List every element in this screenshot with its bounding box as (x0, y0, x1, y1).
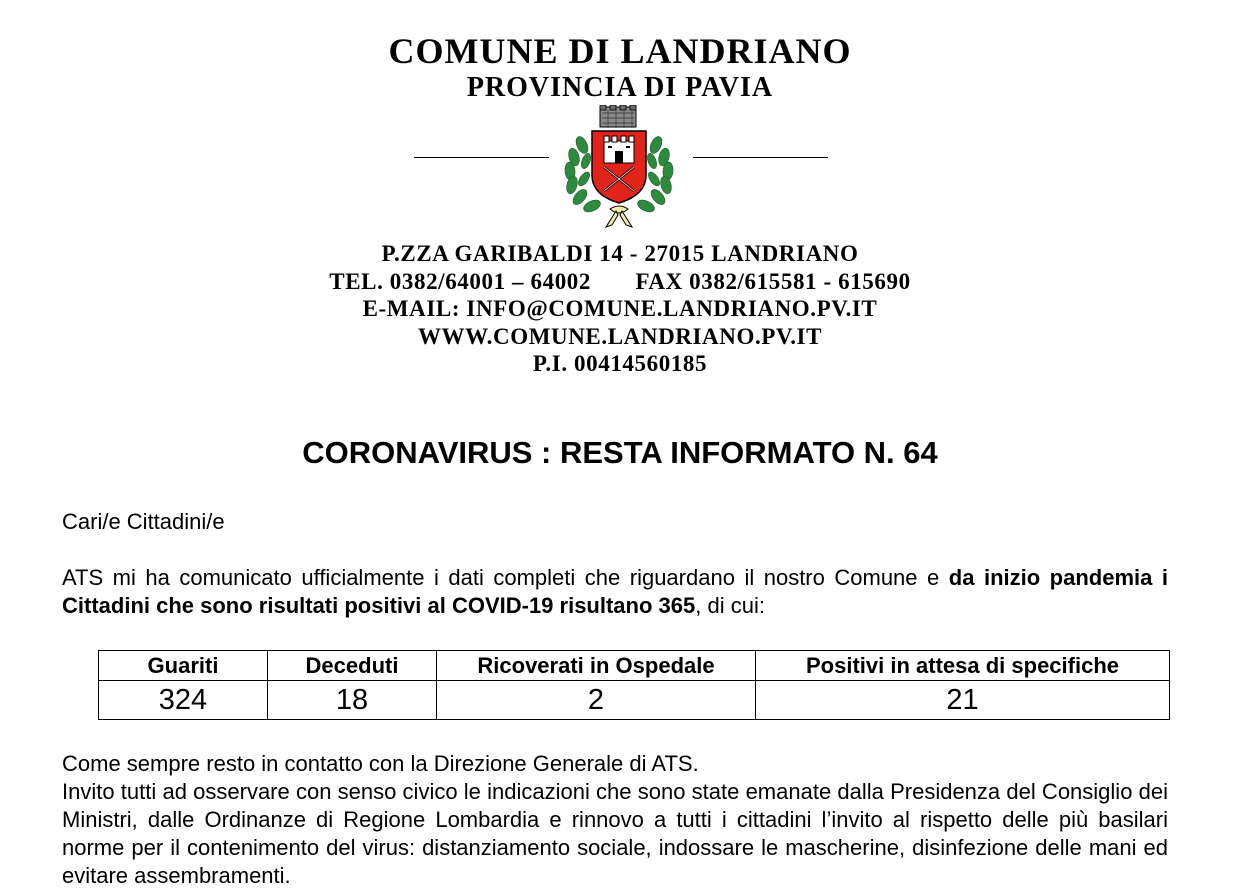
table-header-row (99, 651, 1170, 681)
intro-paragraph (62, 564, 1168, 620)
closing-body: Invito tutti ad osservare con senso civico le indicazioni che sono state emanate dalla Presidenza del Consiglio dei Ministri, dalle Ordinanze di Regione Lombardia e rinnovo a tutti i cittadini l’invito al rispetto delle più basilari norme per il contenimento del virus: distanziamento sociale, indossare le mascherine, disinfezione delle mani ed evitare assembramenti. (62, 779, 1168, 888)
greeting: Cari/e Cittadini/e (62, 509, 225, 534)
phone-fax-line: TEL. 0382/64001 – 64002 FAX 0382/615581 - 615690 (329, 268, 911, 294)
document-title: CORONAVIRUS : RESTA INFORMATO N. 64 (302, 435, 938, 470)
value-recovered: 324 (99, 681, 268, 720)
municipality-name: COMUNE DI LANDRIANO (388, 31, 852, 71)
header-pending: Positivi in attesa di specifiche (756, 651, 1170, 681)
covid-stats-table (98, 650, 1170, 720)
right-rule (693, 157, 828, 158)
province-name: PROVINCIA DI PAVIA (466, 72, 774, 103)
closing-paragraph (62, 750, 1168, 890)
crown-icon (600, 105, 636, 128)
vat-line: P.I. 00414560185 (532, 351, 708, 376)
table-row (99, 681, 1170, 720)
left-rule (414, 157, 549, 158)
intro-text: ATS mi ha comunicato ufficialmente i dati completi che riguardano il nostro Comune e (62, 565, 949, 590)
intro-end: , di cui: (695, 593, 765, 618)
header-deceased: Deceduti (268, 651, 437, 681)
contact-block (0, 240, 1240, 378)
address-line: P.ZZA GARIBALDI 14 - 27015 LANDRIANO (381, 241, 859, 266)
header-recovered: Guariti (99, 651, 268, 681)
closing-line: Come sempre resto in contatto con la Direzione Generale di ATS. (62, 751, 699, 776)
value-pending: 21 (756, 681, 1170, 720)
coat-of-arms-icon (552, 105, 686, 229)
value-deceased: 18 (268, 681, 437, 720)
website-line: WWW.COMUNE.LANDRIANO.PV.IT (417, 323, 823, 349)
email-line: E-MAIL: INFO@COMUNE.LANDRIANO.PV.IT (362, 296, 878, 321)
value-hospitalized: 2 (437, 681, 756, 720)
header-hospitalized: Ricoverati in Ospedale (437, 651, 756, 681)
intro-highlight: da inizio pandemia i Cittadini che sono risultati positivi al COVID-19 risultano 365 (62, 565, 1168, 618)
